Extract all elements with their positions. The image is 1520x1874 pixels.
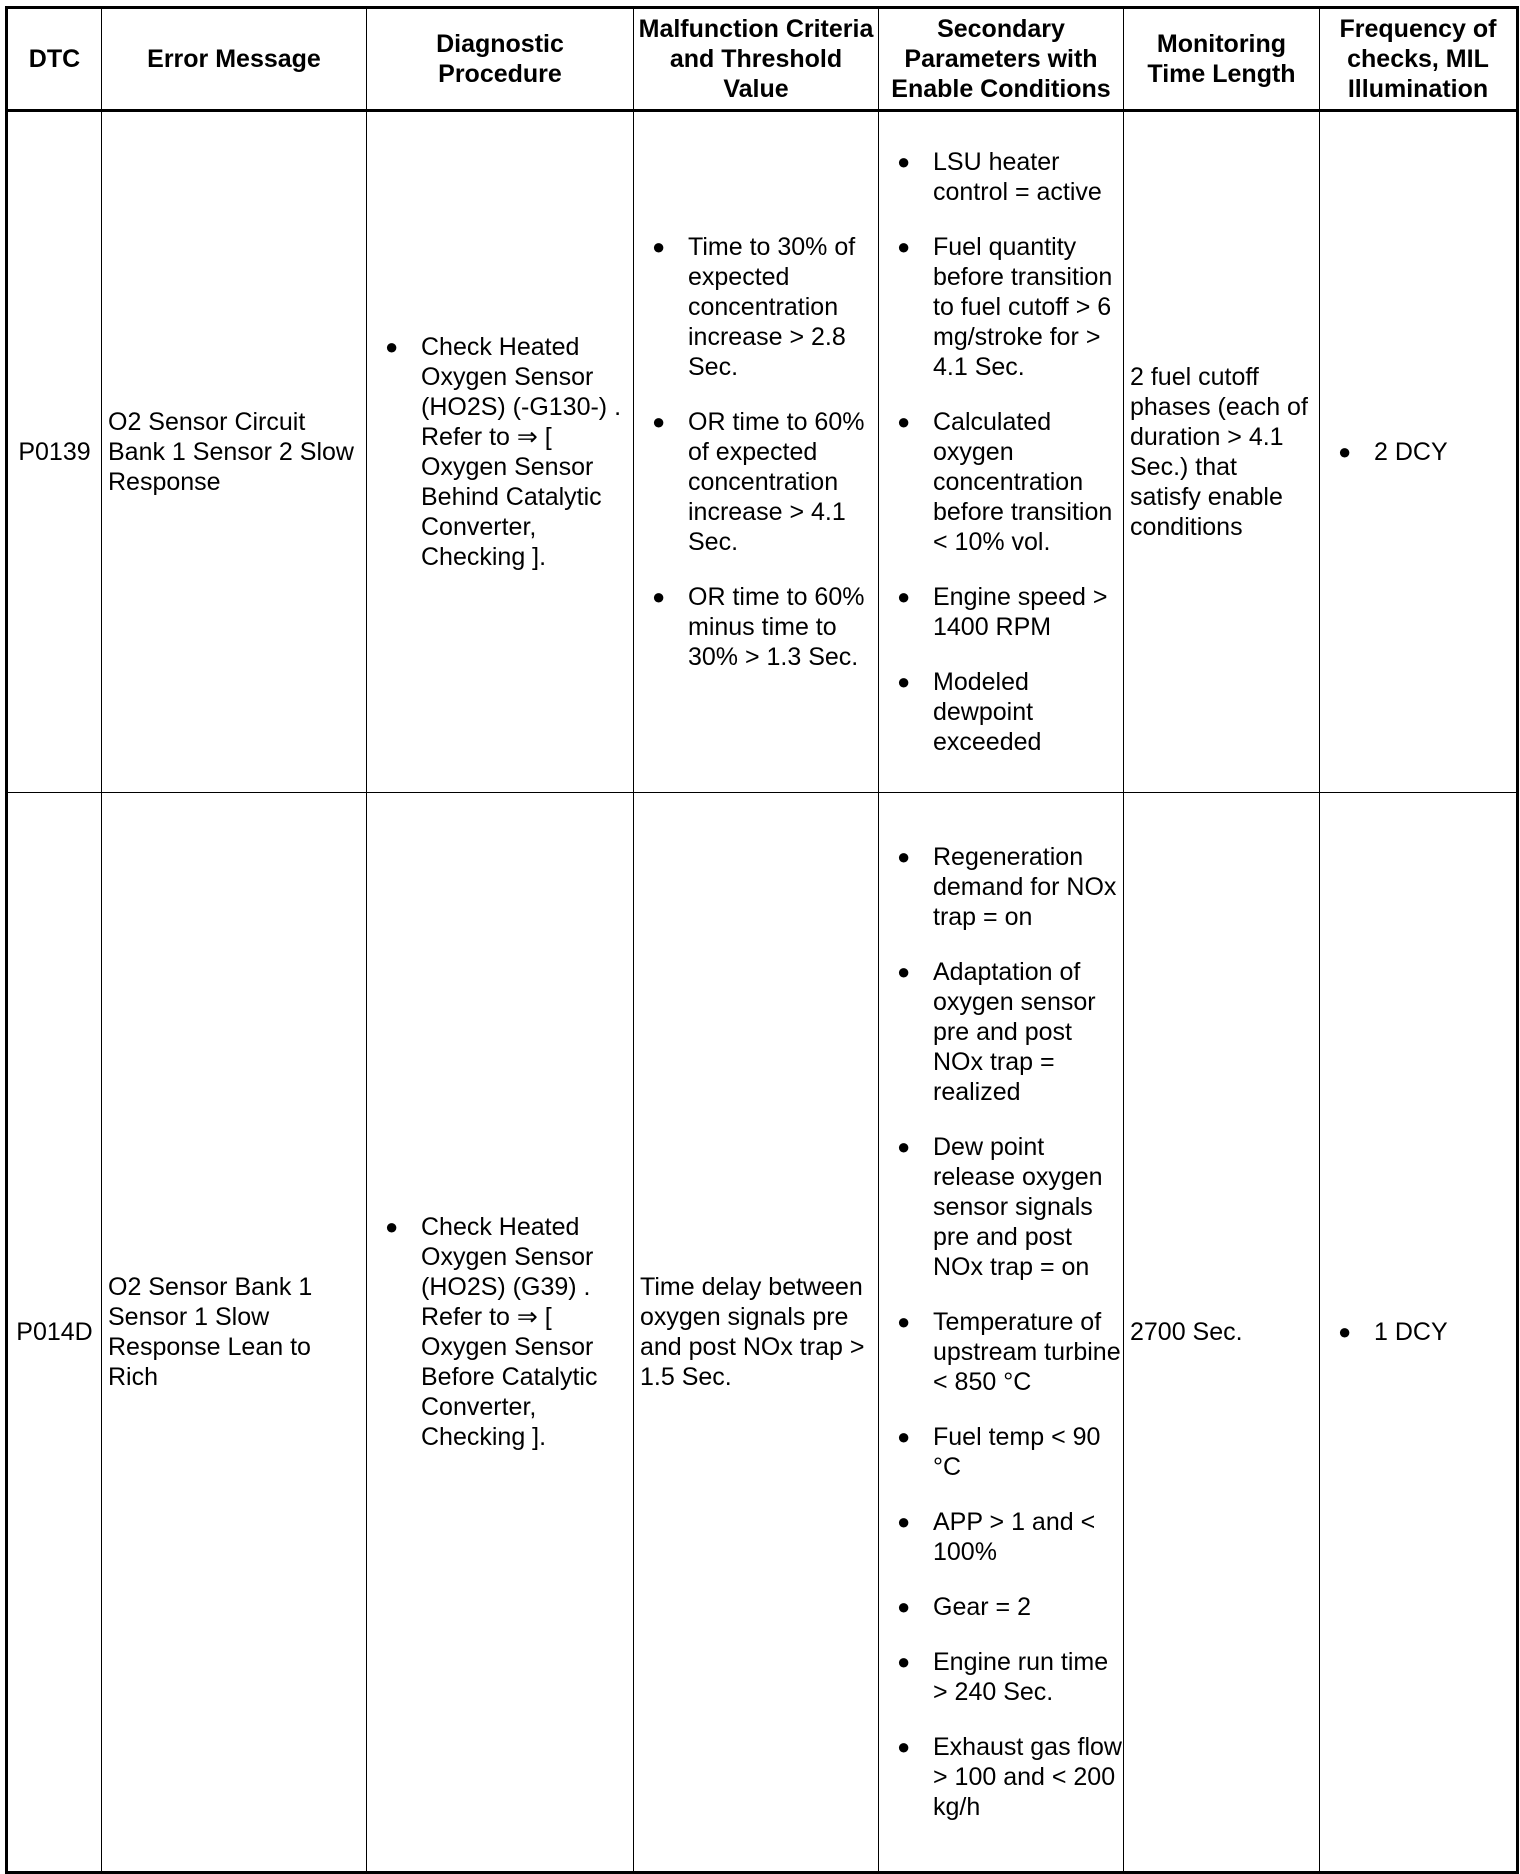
error-message: O2 Sensor Circuit Bank 1 Sensor 2 Slow Response	[102, 111, 367, 793]
frequency	[1320, 793, 1518, 1873]
error-message: O2 Sensor Bank 1 Sensor 1 Slow Response Lean to Rich	[102, 793, 367, 1873]
bullet-icon: ●	[652, 234, 666, 259]
frequency-list	[1320, 437, 1516, 467]
list-item: ● Regeneration demand for NOx trap = on	[897, 843, 1117, 931]
list-item: ● Fuel quantity before transition to fuel cutoff > 6 mg/stroke for > 4.1 Sec.	[897, 233, 1113, 381]
list-item: ● LSU heater control = active	[897, 148, 1102, 206]
list-item: ● Dew point release oxygen sensor signals pre and post NOx trap = on	[897, 1133, 1103, 1281]
bullet-icon: ●	[897, 1649, 911, 1674]
list-item: ● Check Heated Oxygen Sensor (HO2S) (G39) . Refer to ⇒ [ Oxygen Sensor Before Catalytic Converter, Checking ].	[385, 1213, 598, 1451]
bullet-icon: ●	[897, 1134, 911, 1159]
bullet-icon: ●	[1338, 439, 1352, 464]
diagnostic-procedure-list	[367, 1212, 633, 1452]
secondary-parameters	[879, 111, 1124, 793]
header-row	[7, 8, 1518, 111]
bullet-icon: ●	[897, 1424, 911, 1449]
dtc-code: P014D	[7, 793, 102, 1873]
frequency	[1320, 111, 1518, 793]
list-item: ● Gear = 2	[897, 1593, 1031, 1621]
diagnostic-procedure-list	[367, 332, 633, 572]
malfunction-criteria: Time delay between oxygen signals pre and post NOx trap > 1.5 Sec.	[634, 793, 879, 1873]
secondary-parameters	[879, 793, 1124, 1873]
list-item: ● OR time to 60% minus time to 30% > 1.3 Sec.	[652, 583, 865, 671]
bullet-icon: ●	[652, 409, 666, 434]
list-item: ● Temperature of upstream turbine < 850 °C	[897, 1308, 1121, 1396]
list-item: ● Check Heated Oxygen Sensor (HO2S) (-G130-) . Refer to ⇒ [ Oxygen Sensor Behind Catalytic Converter, Checking ].	[385, 333, 622, 571]
bullet-icon: ●	[897, 1734, 911, 1759]
bullet-icon: ●	[897, 1309, 911, 1334]
secondary-parameters-list	[879, 842, 1123, 1822]
bullet-icon: ●	[652, 584, 666, 609]
diagnostic-procedure	[367, 111, 634, 793]
bullet-icon: ●	[897, 234, 911, 259]
header-monitoring-time: Monitoring Time Length	[1124, 8, 1320, 111]
diagnostic-procedure	[367, 793, 634, 1873]
list-item: ● Calculated oxygen concentration before transition < 10% vol.	[897, 408, 1113, 556]
list-item: ● 2 DCY	[1338, 438, 1448, 466]
malfunction-criteria	[634, 111, 879, 793]
bullet-icon: ●	[1338, 1319, 1352, 1344]
bullet-icon: ●	[897, 1594, 911, 1619]
table-row	[7, 111, 1518, 793]
bullet-icon: ●	[385, 334, 399, 359]
list-item: ● 1 DCY	[1338, 1318, 1448, 1346]
malfunction-criteria-list	[634, 232, 878, 672]
header-dtc: DTC	[7, 8, 102, 111]
frequency-list	[1320, 1317, 1516, 1347]
bullet-icon: ●	[897, 584, 911, 609]
secondary-parameters-list	[879, 147, 1123, 757]
table-row	[7, 793, 1518, 1873]
bullet-icon: ●	[385, 1214, 399, 1239]
list-item: ● Time to 30% of expected concentration increase > 2.8 Sec.	[652, 233, 856, 381]
header-secondary-parameters: Secondary Parameters with Enable Conditions	[879, 8, 1124, 111]
header-diagnostic-procedure: Diagnostic Procedure	[367, 8, 634, 111]
bullet-icon: ●	[897, 959, 911, 984]
list-item: ● Exhaust gas flow > 100 and < 200 kg/h	[897, 1733, 1122, 1821]
monitoring-time: 2 fuel cutoff phases (each of duration > 4.1 Sec.) that satisfy enable conditions	[1124, 111, 1320, 793]
header-error-message: Error Message	[102, 8, 367, 111]
list-item: ● OR time to 60% of expected concentration increase > 4.1 Sec.	[652, 408, 865, 556]
bullet-icon: ●	[897, 1509, 911, 1534]
header-malfunction-criteria: Malfunction Criteria and Threshold Value	[634, 8, 879, 111]
bullet-icon: ●	[897, 409, 911, 434]
list-item: ● APP > 1 and < 100%	[897, 1508, 1096, 1566]
monitoring-time: 2700 Sec.	[1124, 793, 1320, 1873]
header-frequency: Frequency of checks, MIL Illumination	[1320, 8, 1518, 111]
dtc-code: P0139	[7, 111, 102, 793]
list-item: ● Fuel temp < 90 °C	[897, 1423, 1101, 1481]
dtc-table	[5, 6, 1519, 1874]
list-item: ● Engine speed > 1400 RPM	[897, 583, 1108, 641]
bullet-icon: ●	[897, 844, 911, 869]
list-item: ● Modeled dewpoint exceeded	[897, 668, 1042, 756]
bullet-icon: ●	[897, 149, 911, 174]
list-item: ● Engine run time > 240 Sec.	[897, 1648, 1109, 1706]
list-item: ● Adaptation of oxygen sensor pre and post NOx trap = realized	[897, 958, 1096, 1106]
bullet-icon: ●	[897, 669, 911, 694]
